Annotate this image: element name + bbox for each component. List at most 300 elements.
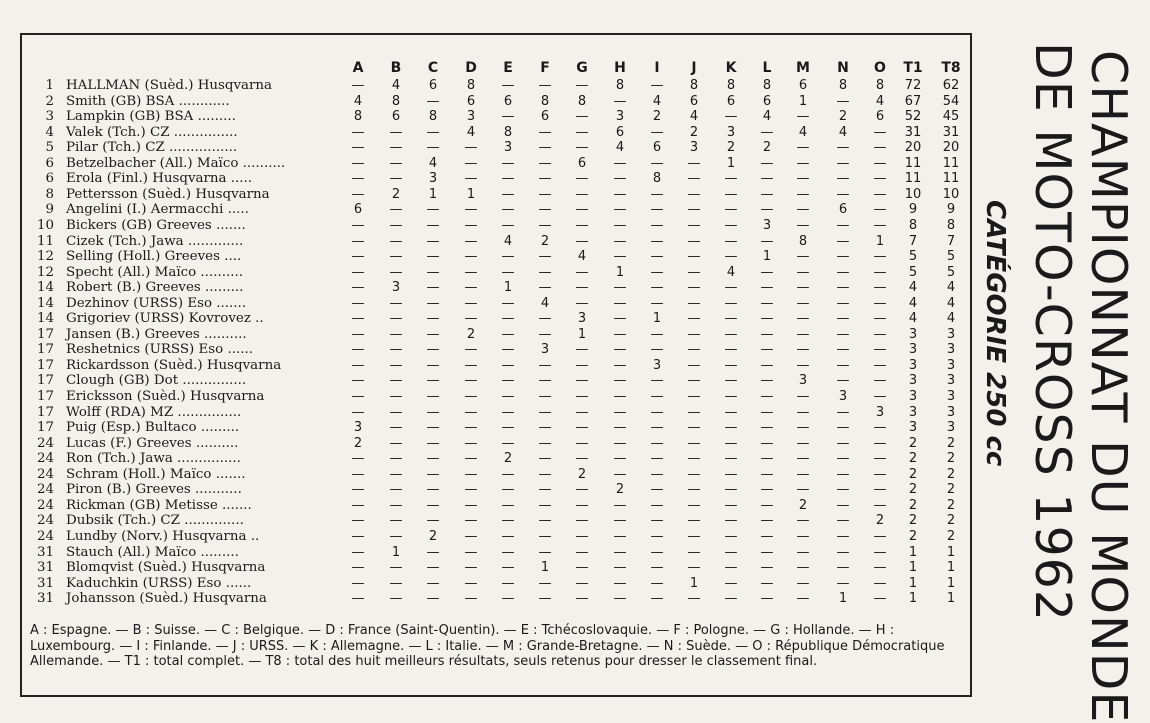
points-cell: — — [464, 155, 478, 171]
table-row — [32, 94, 972, 110]
points-cell: — — [538, 528, 552, 544]
points-cell: — — [501, 295, 515, 311]
points-cell: — — [650, 280, 664, 296]
points-cell: 5 — [908, 264, 918, 280]
points-cell: — — [724, 560, 738, 576]
points-cell: 8 — [908, 217, 918, 233]
points-cell: 2 — [946, 528, 956, 544]
rider-name: Robert (B.) Greeves ......... — [66, 280, 244, 296]
points-cell: — — [501, 466, 515, 482]
points-cell: — — [687, 217, 701, 233]
rank: 24 — [36, 435, 54, 451]
table-row — [32, 576, 972, 592]
points-cell: — — [464, 264, 478, 280]
points-cell: — — [464, 528, 478, 544]
points-cell: — — [389, 389, 403, 404]
points-cell: 8 — [838, 78, 848, 93]
points-cell: — — [650, 249, 664, 265]
points-cell: — — [538, 155, 552, 171]
rank: 31 — [36, 575, 54, 591]
points-cell: — — [501, 497, 515, 513]
points-cell: 2 — [946, 497, 956, 513]
points-cell: — — [501, 171, 515, 187]
points-cell: — — [724, 326, 738, 342]
points-cell: — — [351, 171, 365, 187]
rider-name: Stauch (All.) Maïco ......... — [66, 544, 239, 560]
points-cell: — — [464, 560, 478, 576]
points-cell: — — [760, 155, 774, 171]
points-cell: — — [538, 435, 552, 451]
points-cell: — — [464, 497, 478, 513]
points-cell: 1 — [615, 264, 625, 280]
points-cell: — — [426, 93, 440, 109]
rider-name: Puig (Esp.) Bultaco ......... — [66, 420, 240, 436]
points-cell: — — [650, 513, 664, 529]
points-cell: 1 — [946, 575, 956, 591]
points-cell: — — [873, 389, 887, 404]
points-cell: — — [650, 497, 664, 513]
rank: 24 — [36, 513, 54, 529]
points-cell: — — [464, 466, 478, 482]
points-cell: — — [389, 560, 403, 576]
points-cell: 3 — [946, 389, 956, 404]
points-cell: — — [464, 451, 478, 467]
points-cell: — — [351, 249, 365, 265]
points-cell: — — [760, 591, 774, 607]
points-cell: — — [351, 155, 365, 171]
points-cell: — — [613, 466, 627, 482]
points-cell: — — [613, 280, 627, 296]
points-cell: — — [538, 357, 552, 373]
column-header: N — [837, 60, 849, 76]
points-cell: 1 — [466, 186, 476, 202]
points-cell: — — [464, 280, 478, 296]
rider-name: HALLMAN (Suèd.) Husqvarna — [66, 78, 273, 93]
rank: 11 — [36, 233, 54, 249]
column-header: H — [614, 60, 626, 76]
points-cell: — — [613, 342, 627, 358]
points-cell: — — [501, 389, 515, 404]
points-cell: — — [687, 404, 701, 420]
rank: 17 — [36, 420, 54, 436]
points-cell: 1 — [577, 326, 587, 342]
points-cell: — — [650, 264, 664, 280]
rank: 17 — [36, 342, 54, 358]
points-cell: — — [760, 326, 774, 342]
points-cell: — — [650, 186, 664, 202]
table-row — [32, 109, 972, 125]
points-cell: — — [538, 140, 552, 156]
points-cell: 62 — [942, 78, 960, 93]
points-cell: — — [613, 389, 627, 404]
points-cell: 8 — [615, 78, 625, 93]
points-cell: 2 — [798, 497, 808, 513]
points-cell: 4 — [838, 124, 848, 140]
points-cell: — — [796, 466, 810, 482]
points-cell: — — [687, 544, 701, 560]
points-cell: 5 — [908, 249, 918, 265]
points-cell: — — [426, 217, 440, 233]
points-cell: — — [836, 357, 850, 373]
points-cell: — — [351, 560, 365, 576]
points-cell: 4 — [908, 295, 918, 311]
points-cell: — — [724, 389, 738, 404]
points-cell: — — [873, 249, 887, 265]
points-cell: 3 — [946, 326, 956, 342]
rider-name: Kaduchkin (URSS) Eso ...... — [66, 575, 252, 591]
points-cell: — — [650, 326, 664, 342]
points-cell: — — [538, 311, 552, 327]
table-row — [32, 280, 972, 296]
table-row — [32, 249, 972, 265]
points-cell: — — [873, 342, 887, 358]
points-cell: — — [724, 233, 738, 249]
rank: 24 — [36, 466, 54, 482]
points-cell: 4 — [875, 93, 885, 109]
points-cell: — — [464, 389, 478, 404]
points-cell: — — [796, 140, 810, 156]
points-cell: — — [760, 497, 774, 513]
points-cell: — — [389, 420, 403, 436]
points-cell: — — [501, 311, 515, 327]
points-cell: 4 — [353, 93, 363, 109]
points-cell: — — [650, 560, 664, 576]
points-cell: — — [796, 357, 810, 373]
points-cell: — — [760, 311, 774, 327]
points-cell: 4 — [946, 280, 956, 296]
rank: 12 — [36, 264, 54, 280]
points-cell: — — [687, 311, 701, 327]
points-cell: 6 — [875, 109, 885, 125]
points-cell: — — [687, 420, 701, 436]
points-cell: — — [796, 435, 810, 451]
points-cell: — — [796, 560, 810, 576]
points-cell: — — [836, 295, 850, 311]
points-cell: — — [796, 342, 810, 358]
points-cell: — — [426, 451, 440, 467]
points-cell: — — [796, 513, 810, 529]
points-cell: 3 — [503, 140, 513, 156]
points-cell: 1 — [946, 591, 956, 607]
points-cell: 1 — [838, 591, 848, 607]
points-cell: — — [464, 420, 478, 436]
points-cell: — — [575, 233, 589, 249]
points-cell: — — [724, 280, 738, 296]
points-cell: — — [389, 513, 403, 529]
points-cell: — — [575, 497, 589, 513]
points-cell: — — [760, 404, 774, 420]
points-cell: 54 — [942, 93, 960, 109]
points-cell: — — [760, 342, 774, 358]
points-cell: — — [464, 171, 478, 187]
points-cell: — — [836, 280, 850, 296]
points-cell: — — [538, 389, 552, 404]
points-cell: — — [836, 528, 850, 544]
points-cell: — — [538, 451, 552, 467]
points-cell: — — [836, 311, 850, 327]
points-cell: — — [613, 404, 627, 420]
points-cell: — — [836, 342, 850, 358]
points-cell: — — [464, 373, 478, 389]
points-cell: — — [426, 435, 440, 451]
points-cell: — — [687, 342, 701, 358]
points-cell: — — [575, 295, 589, 311]
points-cell: 3 — [946, 420, 956, 436]
points-cell: 3 — [391, 280, 401, 296]
points-cell: — — [873, 357, 887, 373]
points-cell: — — [873, 575, 887, 591]
points-cell: — — [760, 202, 774, 218]
points-cell: — — [575, 217, 589, 233]
points-cell: 3 — [908, 420, 918, 436]
points-cell: — — [389, 326, 403, 342]
points-cell: — — [575, 513, 589, 529]
points-cell: 67 — [904, 93, 922, 109]
points-cell: — — [501, 202, 515, 218]
points-cell: — — [760, 357, 774, 373]
points-cell: 3 — [726, 124, 736, 140]
points-cell: 2 — [908, 528, 918, 544]
points-cell: — — [836, 435, 850, 451]
points-cell: — — [389, 404, 403, 420]
points-cell: — — [650, 389, 664, 404]
points-cell: — — [836, 155, 850, 171]
points-cell: — — [724, 342, 738, 358]
points-cell: — — [687, 451, 701, 467]
table-row — [32, 296, 972, 312]
points-cell: 2 — [615, 482, 625, 498]
points-cell: — — [760, 513, 774, 529]
points-cell: — — [687, 264, 701, 280]
points-cell: — — [575, 420, 589, 436]
points-cell: — — [836, 93, 850, 109]
points-cell: — — [613, 233, 627, 249]
points-cell: — — [873, 202, 887, 218]
points-cell: — — [724, 544, 738, 560]
points-cell: 11 — [942, 171, 960, 187]
points-cell: — — [575, 544, 589, 560]
points-cell: — — [873, 466, 887, 482]
points-cell: — — [796, 186, 810, 202]
column-header: J — [691, 60, 697, 76]
points-cell: — — [538, 482, 552, 498]
points-cell: — — [351, 528, 365, 544]
points-cell: 8 — [762, 78, 772, 93]
column-header: I — [654, 60, 660, 76]
rider-name: Piron (B.) Greeves ........... — [66, 482, 242, 498]
points-cell: — — [389, 311, 403, 327]
points-cell: 45 — [942, 109, 960, 125]
points-cell: — — [796, 311, 810, 327]
points-cell: 2 — [726, 140, 736, 156]
points-cell: — — [613, 591, 627, 607]
points-cell: — — [575, 280, 589, 296]
rider-name: Erola (Finl.) Husqvarna ..... — [66, 171, 253, 187]
points-cell: 4 — [466, 124, 476, 140]
points-cell: — — [389, 466, 403, 482]
table-row — [32, 265, 972, 281]
points-cell: — — [873, 140, 887, 156]
points-cell: — — [836, 233, 850, 249]
points-cell: 1 — [726, 155, 736, 171]
points-cell: — — [501, 155, 515, 171]
points-cell: — — [650, 202, 664, 218]
points-cell: 4 — [908, 280, 918, 296]
points-cell: — — [538, 171, 552, 187]
column-header: T1 — [903, 60, 923, 76]
points-cell: 1 — [908, 560, 918, 576]
points-cell: — — [389, 249, 403, 265]
points-cell: 3 — [946, 404, 956, 420]
points-cell: — — [426, 357, 440, 373]
points-cell: — — [389, 264, 403, 280]
points-cell: 3 — [798, 373, 808, 389]
rank: 17 — [36, 389, 54, 404]
rider-name: Lampkin (GB) BSA ......... — [66, 109, 236, 125]
points-cell: 6 — [503, 93, 513, 109]
points-cell: — — [501, 186, 515, 202]
points-cell: 1 — [391, 544, 401, 560]
points-cell: — — [836, 544, 850, 560]
points-cell: — — [501, 373, 515, 389]
points-cell: — — [760, 560, 774, 576]
points-cell: — — [687, 435, 701, 451]
points-cell: — — [873, 326, 887, 342]
points-cell: — — [613, 155, 627, 171]
points-cell: — — [836, 373, 850, 389]
points-cell: — — [687, 591, 701, 607]
points-cell: 5 — [946, 264, 956, 280]
points-cell: — — [650, 482, 664, 498]
points-cell: 9 — [908, 202, 918, 218]
rider-name: Wolff (RDA) MZ ............... — [66, 404, 242, 420]
points-cell: — — [426, 575, 440, 591]
table-row — [32, 358, 972, 374]
points-cell: — — [836, 171, 850, 187]
points-cell: — — [760, 295, 774, 311]
points-cell: 2 — [908, 513, 918, 529]
points-cell: — — [389, 171, 403, 187]
points-cell: — — [687, 560, 701, 576]
points-cell: — — [650, 155, 664, 171]
points-cell: — — [538, 591, 552, 607]
points-cell: — — [351, 217, 365, 233]
rider-name: Selling (Holl.) Greeves .... — [66, 249, 242, 265]
points-cell: 3 — [946, 342, 956, 358]
title-line-1: CHAMPIONNAT DU MONDE — [1080, 50, 1137, 723]
column-header: T8 — [941, 60, 961, 76]
points-cell: 4 — [689, 109, 699, 125]
points-cell: 1 — [689, 575, 699, 591]
column-header: D — [465, 60, 477, 76]
column-header: L — [762, 60, 772, 76]
points-cell: — — [796, 217, 810, 233]
points-cell: — — [464, 140, 478, 156]
points-cell: — — [351, 342, 365, 358]
points-cell: — — [724, 513, 738, 529]
points-cell: — — [575, 140, 589, 156]
points-cell: — — [760, 544, 774, 560]
points-cell: — — [650, 420, 664, 436]
rank: 9 — [45, 202, 54, 218]
rider-name: Rickman (GB) Metisse ....... — [66, 497, 252, 513]
points-cell: — — [426, 264, 440, 280]
points-cell: — — [426, 202, 440, 218]
points-cell: — — [464, 249, 478, 265]
points-cell: 10 — [942, 186, 960, 202]
points-cell: 11 — [942, 155, 960, 171]
points-cell: 6 — [391, 109, 401, 125]
points-cell: — — [796, 202, 810, 218]
rank: 3 — [45, 109, 54, 125]
points-cell: 72 — [904, 78, 922, 93]
points-cell: — — [351, 295, 365, 311]
points-cell: — — [613, 202, 627, 218]
points-cell: — — [836, 466, 850, 482]
points-cell: — — [351, 78, 365, 93]
table-row — [32, 513, 972, 529]
points-cell: — — [796, 528, 810, 544]
points-cell: — — [501, 420, 515, 436]
points-cell: — — [687, 528, 701, 544]
points-cell: 8 — [391, 93, 401, 109]
points-cell: — — [873, 560, 887, 576]
points-cell: 6 — [466, 93, 476, 109]
points-cell: — — [873, 591, 887, 607]
points-cell: — — [464, 404, 478, 420]
points-cell: — — [724, 109, 738, 125]
points-cell: — — [760, 124, 774, 140]
points-cell: — — [760, 575, 774, 591]
points-cell: 6 — [428, 78, 438, 93]
points-cell: — — [575, 342, 589, 358]
points-cell: 11 — [904, 171, 922, 187]
points-cell: 2 — [652, 109, 662, 125]
points-cell: — — [687, 482, 701, 498]
points-cell: 1 — [946, 560, 956, 576]
points-cell: — — [575, 451, 589, 467]
points-cell: — — [836, 482, 850, 498]
points-cell: 4 — [908, 311, 918, 327]
points-cell: — — [389, 342, 403, 358]
points-cell: 2 — [689, 124, 699, 140]
points-cell: — — [575, 575, 589, 591]
table-row — [32, 467, 972, 483]
points-cell: — — [873, 295, 887, 311]
rider-name: Johansson (Suèd.) Husqvarna — [66, 591, 267, 607]
points-cell: — — [687, 326, 701, 342]
rider-name: Pettersson (Suèd.) Husqvarna — [66, 186, 270, 202]
points-cell: — — [426, 326, 440, 342]
points-cell: — — [836, 575, 850, 591]
rider-name: Reshetnics (URSS) Eso ...... — [66, 342, 254, 358]
table-row — [32, 156, 972, 172]
points-cell: — — [796, 326, 810, 342]
points-cell: — — [351, 357, 365, 373]
points-cell: — — [351, 513, 365, 529]
points-cell: 4 — [428, 155, 438, 171]
table-row — [32, 591, 972, 607]
points-cell: — — [501, 217, 515, 233]
rider-name: Ericksson (Suèd.) Husqvarna — [66, 389, 265, 404]
points-cell: — — [351, 482, 365, 498]
points-cell: — — [389, 575, 403, 591]
points-cell: 4 — [503, 233, 513, 249]
points-cell: — — [613, 357, 627, 373]
points-cell: 4 — [798, 124, 808, 140]
points-cell: — — [724, 373, 738, 389]
rider-name: Betzelbacher (All.) Maïco .......... — [66, 155, 286, 171]
